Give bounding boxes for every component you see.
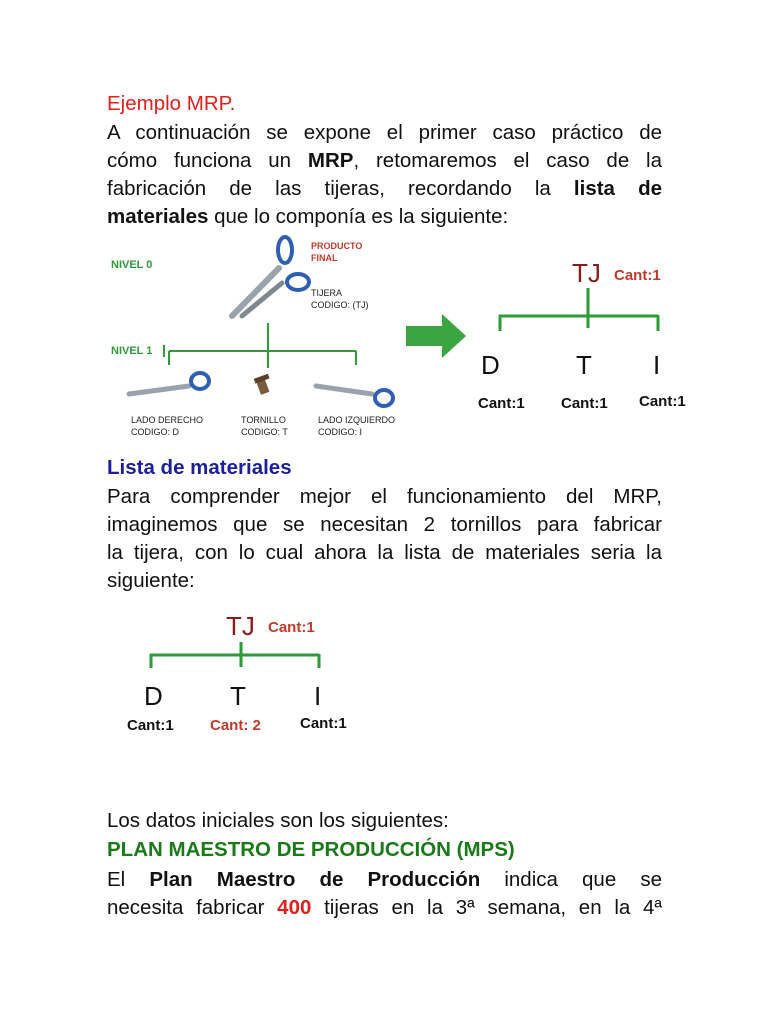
para3-line-1 <box>107 867 662 894</box>
codigo-d-label: CODIGO: D <box>131 427 180 437</box>
quantity-400: 400 <box>277 896 312 919</box>
tree1-t-qty: Cant:1 <box>561 395 608 412</box>
intro-line-2 <box>107 148 662 175</box>
codigo-tj-label: CODIGO: (TJ) <box>311 300 369 310</box>
tree1-root-qty: Cant:1 <box>614 267 661 284</box>
bom-tree-2 <box>120 605 380 740</box>
mps-heading: PLAN MAESTRO DE PRODUCCIÓN (MPS) <box>107 838 515 861</box>
tree1-i: I <box>653 350 661 380</box>
text-run: necesita fabricar <box>107 896 278 919</box>
lado-derecho-label: LADO DERECHO <box>131 415 204 425</box>
codigo-i-label: CODIGO: I <box>318 427 363 437</box>
text-run: cómo funciona un <box>107 149 308 172</box>
tree1-d: D <box>481 350 500 380</box>
para2-line-4: siguiente: <box>107 569 195 592</box>
text-run: , retomaremos el caso de la <box>353 149 662 172</box>
left-blade-icon <box>316 386 393 406</box>
nivel1-label: NIVEL 1 <box>111 345 153 357</box>
intro-line-3 <box>107 176 662 203</box>
scissors-bom-figure <box>104 228 704 448</box>
mrp-bold: MRP <box>307 149 354 172</box>
scissors-final-icon <box>232 237 309 316</box>
text-run: que lo componía es la siguiente: <box>208 205 509 228</box>
lista-bold: lista de <box>573 177 662 200</box>
para3-line-2 <box>107 895 662 922</box>
text-run: El <box>107 868 150 891</box>
para2-line-1: Para comprender mejor el funcionamiento del MRP, <box>107 485 662 508</box>
tree2-root: TJ <box>226 611 255 641</box>
final-label: FINAL <box>311 253 338 263</box>
nivel0-label: NIVEL 0 <box>111 259 153 271</box>
para2-line-2: imaginemos que se necesitan 2 tornillos para fabricar <box>107 513 662 536</box>
tree2-root-qty: Cant:1 <box>268 619 315 636</box>
intro-line-1: A continuación se expone el primer caso práctico de <box>107 121 662 144</box>
arrow-right-icon <box>406 314 466 358</box>
tree2-i: I <box>314 681 322 711</box>
tree2-d: D <box>144 681 163 711</box>
text-run: tijeras en la 3ª semana, en la 4ª <box>311 896 662 919</box>
para2-line-3: la tijera, con lo cual ahora la lista de materiales seria la <box>107 541 662 564</box>
text-run: indica que se <box>480 868 662 891</box>
tree2-t: T <box>230 681 246 711</box>
producto-label: PRODUCTO <box>311 241 363 251</box>
tree1-t: T <box>576 350 592 380</box>
tree2-t-qty: Cant: 2 <box>210 717 261 734</box>
intro-line-4 <box>107 204 662 231</box>
tree1-d-qty: Cant:1 <box>478 395 525 412</box>
right-blade-icon <box>129 373 209 394</box>
screw-icon <box>254 374 270 395</box>
codigo-t-label: CODIGO: T <box>241 427 288 437</box>
plan-maestro-bold: Plan Maestro de Producción <box>149 868 481 891</box>
tree2-d-qty: Cant:1 <box>127 717 174 734</box>
tree2-i-qty: Cant:1 <box>300 715 347 732</box>
datos-iniciales: Los datos iniciales son los siguientes: <box>107 809 449 832</box>
level-connectors <box>164 323 356 368</box>
text-run: fabricación de las tijeras, recordando la <box>107 177 574 200</box>
lista-materiales-heading: Lista de materiales <box>107 456 292 479</box>
materiales-bold: materiales <box>107 205 209 228</box>
tree1-root: TJ <box>572 258 601 288</box>
tornillo-label: TORNILLO <box>241 415 286 425</box>
bom-tree-1 <box>478 258 686 412</box>
example-heading: Ejemplo MRP. <box>107 92 236 115</box>
tree1-i-qty: Cant:1 <box>639 393 686 410</box>
tijera-label: TIJERA <box>311 288 343 298</box>
lado-izquierdo-label: LADO IZQUIERDO <box>318 415 396 425</box>
